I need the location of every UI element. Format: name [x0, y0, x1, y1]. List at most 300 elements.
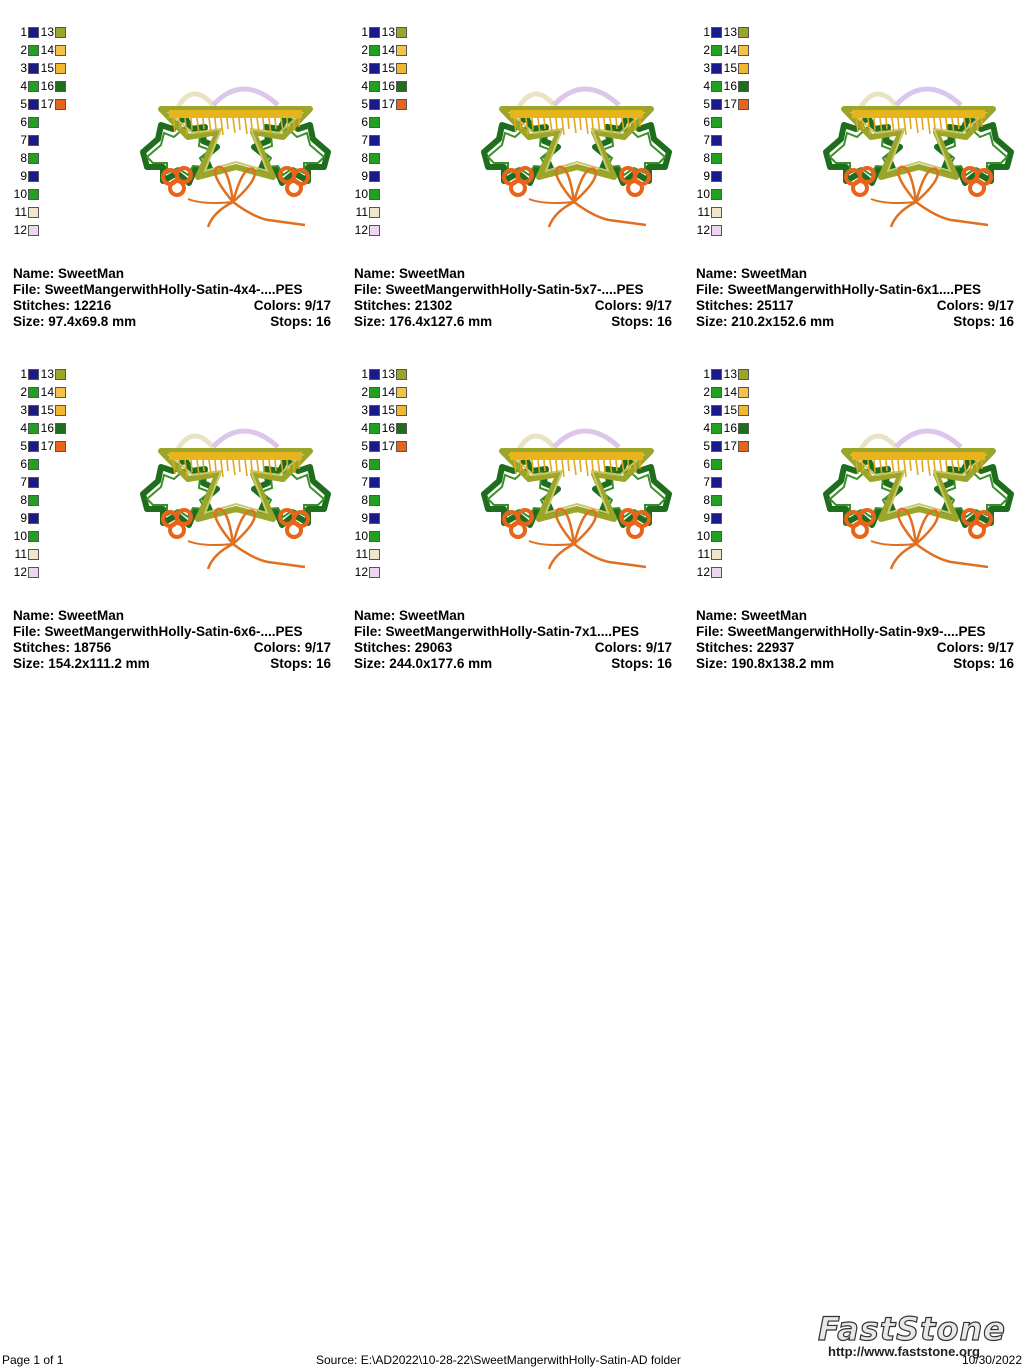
palette-row	[354, 529, 380, 543]
design-info	[696, 608, 1014, 672]
color-swatch	[711, 459, 722, 470]
swatch-number: 15	[381, 61, 395, 75]
color-swatch	[711, 225, 722, 236]
swatch-number: 9	[361, 169, 368, 183]
color-swatch	[369, 531, 380, 542]
design-size: Size: 154.2x111.2 mm	[13, 656, 150, 671]
color-swatch	[369, 171, 380, 182]
palette-row	[13, 25, 66, 39]
color-swatch	[369, 369, 380, 380]
color-swatch	[738, 387, 749, 398]
swatch-number: 10	[696, 529, 710, 543]
color-swatch	[28, 135, 39, 146]
swatch-number: 6	[703, 115, 710, 129]
palette-row	[696, 97, 749, 111]
info-line	[354, 656, 672, 672]
stitch-count: Stitches: 29063	[354, 640, 453, 655]
design-card	[354, 19, 684, 339]
color-swatch	[55, 423, 66, 434]
swatch-number: 5	[361, 439, 368, 453]
palette-row	[696, 493, 722, 507]
palette-row	[13, 439, 66, 453]
color-swatch	[369, 495, 380, 506]
palette-row	[354, 169, 380, 183]
swatch-number: 17	[723, 439, 737, 453]
color-count: Colors: 9/17	[936, 298, 1014, 313]
color-swatch	[711, 387, 722, 398]
swatch-number: 8	[361, 151, 368, 165]
design-card	[696, 361, 1024, 681]
swatch-number: 3	[703, 403, 710, 417]
color-swatch	[369, 207, 380, 218]
info-line	[696, 298, 1014, 314]
color-swatch	[28, 495, 39, 506]
color-swatch	[711, 135, 722, 146]
palette-row	[13, 511, 39, 525]
palette-row	[354, 61, 407, 75]
color-swatch	[711, 531, 722, 542]
palette-row	[13, 97, 66, 111]
palette-row	[696, 223, 722, 237]
color-swatch	[711, 513, 722, 524]
palette-row	[696, 205, 722, 219]
info-line	[696, 608, 1014, 624]
logo-url: http://www.faststone.org	[828, 1344, 980, 1359]
design-name: Name: SweetMan	[13, 266, 125, 281]
palette-row	[354, 205, 380, 219]
design-name: Name: SweetMan	[354, 608, 466, 623]
swatch-number: 16	[723, 79, 737, 93]
design-info	[13, 608, 331, 672]
palette-row	[354, 43, 407, 57]
design-file: File: SweetMangerwithHolly-Satin-4x4-....PES	[13, 282, 303, 297]
swatch-number: 12	[13, 565, 27, 579]
palette-row	[13, 187, 39, 201]
swatch-number: 4	[703, 79, 710, 93]
palette-row	[13, 493, 39, 507]
color-swatch	[55, 81, 66, 92]
palette-row	[354, 151, 380, 165]
swatch-number: 17	[40, 439, 54, 453]
palette-row	[13, 133, 39, 147]
color-swatch	[369, 135, 380, 146]
swatch-number: 16	[381, 79, 395, 93]
info-line	[13, 624, 331, 640]
manger-with-holly-embroidery-icon	[816, 77, 1021, 232]
color-swatch	[396, 99, 407, 110]
palette-row	[354, 25, 407, 39]
color-swatch	[711, 423, 722, 434]
swatch-number: 13	[381, 25, 395, 39]
palette-row	[354, 493, 380, 507]
palette-row	[13, 169, 39, 183]
color-swatch	[396, 387, 407, 398]
color-swatch	[28, 567, 39, 578]
info-line	[354, 266, 672, 282]
color-swatch	[396, 405, 407, 416]
swatch-number: 1	[20, 25, 27, 39]
swatch-number: 13	[40, 25, 54, 39]
color-swatch	[396, 441, 407, 452]
palette-row	[13, 385, 66, 399]
design-info	[354, 608, 672, 672]
palette-row	[354, 475, 380, 489]
design-size: Size: 210.2x152.6 mm	[696, 314, 835, 329]
color-swatch	[28, 531, 39, 542]
palette-row	[354, 223, 380, 237]
info-line	[354, 624, 672, 640]
color-swatch	[369, 153, 380, 164]
info-line	[13, 298, 331, 314]
swatch-number: 14	[381, 43, 395, 57]
palette-row	[354, 187, 380, 201]
palette-row	[13, 151, 39, 165]
color-swatch	[55, 27, 66, 38]
swatch-number: 9	[20, 511, 27, 525]
color-swatch	[28, 369, 39, 380]
info-line	[696, 640, 1014, 656]
swatch-number: 5	[703, 439, 710, 453]
swatch-number: 8	[703, 493, 710, 507]
design-size: Size: 176.4x127.6 mm	[354, 314, 493, 329]
swatch-number: 3	[361, 403, 368, 417]
swatch-number: 14	[40, 43, 54, 57]
color-swatch	[711, 441, 722, 452]
swatch-number: 15	[381, 403, 395, 417]
color-swatch	[28, 513, 39, 524]
palette-row	[354, 421, 407, 435]
color-swatch	[711, 27, 722, 38]
color-swatch	[738, 441, 749, 452]
stop-count: Stops: 16	[611, 656, 672, 671]
palette-row	[696, 439, 749, 453]
palette-row	[13, 457, 39, 471]
swatch-number: 1	[361, 367, 368, 381]
swatch-number: 3	[20, 61, 27, 75]
swatch-number: 13	[381, 367, 395, 381]
color-count: Colors: 9/17	[253, 640, 331, 655]
swatch-number: 9	[703, 169, 710, 183]
swatch-number: 5	[703, 97, 710, 111]
palette-row	[354, 79, 407, 93]
manger-with-holly-embroidery-icon	[133, 419, 338, 574]
design-name: Name: SweetMan	[696, 608, 808, 623]
swatch-number: 9	[20, 169, 27, 183]
color-swatch	[711, 189, 722, 200]
design-file: File: SweetMangerwithHolly-Satin-9x9-....PES	[696, 624, 986, 639]
swatch-number: 6	[361, 115, 368, 129]
info-line	[13, 314, 331, 330]
swatch-number: 3	[20, 403, 27, 417]
palette-row	[696, 547, 722, 561]
color-swatch	[711, 45, 722, 56]
design-file: File: SweetMangerwithHolly-Satin-6x1....PES	[696, 282, 982, 297]
swatch-number: 17	[40, 97, 54, 111]
color-swatch	[28, 441, 39, 452]
swatch-number: 4	[361, 421, 368, 435]
manger-with-holly-embroidery-icon	[474, 77, 679, 232]
color-swatch	[369, 27, 380, 38]
palette-row	[354, 547, 380, 561]
swatch-number: 1	[361, 25, 368, 39]
color-swatch	[738, 99, 749, 110]
swatch-number: 11	[14, 547, 27, 561]
swatch-number: 10	[696, 187, 710, 201]
swatch-number: 16	[381, 421, 395, 435]
swatch-number: 6	[361, 457, 368, 471]
swatch-number: 15	[723, 61, 737, 75]
color-swatch	[369, 513, 380, 524]
palette-row	[696, 43, 749, 57]
palette-row	[13, 79, 66, 93]
palette-row	[13, 43, 66, 57]
color-swatch	[396, 45, 407, 56]
swatch-number: 12	[354, 223, 368, 237]
color-swatch	[369, 405, 380, 416]
swatch-number: 1	[20, 367, 27, 381]
design-card	[354, 361, 684, 681]
color-swatch	[55, 369, 66, 380]
palette-row	[354, 457, 380, 471]
info-line	[696, 624, 1014, 640]
swatch-number: 10	[13, 187, 27, 201]
swatch-number: 7	[703, 133, 710, 147]
color-swatch	[738, 81, 749, 92]
color-swatch	[55, 441, 66, 452]
swatch-number: 7	[361, 475, 368, 489]
swatch-number: 17	[381, 97, 395, 111]
design-card	[13, 361, 343, 681]
design-file: File: SweetMangerwithHolly-Satin-7x1....PES	[354, 624, 640, 639]
palette-row	[13, 223, 39, 237]
color-swatch	[28, 549, 39, 560]
swatch-number: 17	[381, 439, 395, 453]
palette-row	[696, 457, 722, 471]
palette-row	[13, 403, 66, 417]
stitch-count: Stitches: 21302	[354, 298, 453, 313]
info-line	[354, 314, 672, 330]
manger-with-holly-embroidery-icon	[816, 419, 1021, 574]
page-number: Page 1 of 1	[2, 1353, 64, 1367]
palette-row	[354, 511, 380, 525]
palette-row	[696, 187, 722, 201]
swatch-number: 5	[361, 97, 368, 111]
color-swatch	[28, 423, 39, 434]
swatch-number: 1	[703, 367, 710, 381]
color-swatch	[28, 387, 39, 398]
palette-row	[696, 115, 722, 129]
info-line	[354, 282, 672, 298]
stop-count: Stops: 16	[953, 656, 1014, 671]
swatch-number: 11	[697, 205, 710, 219]
color-swatch	[369, 225, 380, 236]
color-swatch	[711, 549, 722, 560]
swatch-number: 11	[355, 205, 368, 219]
palette-row	[696, 133, 722, 147]
color-swatch	[28, 207, 39, 218]
color-swatch	[55, 387, 66, 398]
color-swatch	[55, 405, 66, 416]
palette-row	[696, 475, 722, 489]
palette-row	[696, 385, 749, 399]
swatch-number: 6	[703, 457, 710, 471]
swatch-number: 17	[723, 97, 737, 111]
swatch-number: 1	[703, 25, 710, 39]
swatch-number: 8	[20, 151, 27, 165]
stitch-count: Stitches: 22937	[696, 640, 795, 655]
color-swatch	[738, 45, 749, 56]
color-swatch	[28, 63, 39, 74]
info-line	[13, 266, 331, 282]
color-swatch	[28, 189, 39, 200]
palette-row	[696, 169, 722, 183]
swatch-number: 4	[20, 79, 27, 93]
design-card	[13, 19, 343, 339]
palette-row	[354, 403, 407, 417]
color-count: Colors: 9/17	[594, 298, 672, 313]
color-swatch	[738, 369, 749, 380]
design-info	[696, 266, 1014, 330]
color-swatch	[28, 45, 39, 56]
color-swatch	[28, 153, 39, 164]
palette-row	[354, 565, 380, 579]
swatch-number: 14	[381, 385, 395, 399]
color-swatch	[369, 387, 380, 398]
palette-row	[13, 529, 39, 543]
color-swatch	[711, 567, 722, 578]
stitch-count: Stitches: 18756	[13, 640, 112, 655]
design-size: Size: 190.8x138.2 mm	[696, 656, 835, 671]
design-name: Name: SweetMan	[13, 608, 125, 623]
palette-row	[696, 403, 749, 417]
manger-with-holly-embroidery-icon	[474, 419, 679, 574]
color-swatch	[711, 405, 722, 416]
palette-row	[696, 79, 749, 93]
color-swatch	[28, 459, 39, 470]
color-swatch	[28, 225, 39, 236]
info-line	[354, 640, 672, 656]
color-swatch	[28, 99, 39, 110]
swatch-number: 2	[20, 43, 27, 57]
source-path: Source: E:\AD2022\10-28-22\SweetMangerwithHolly-Satin-AD folder	[316, 1353, 681, 1367]
color-swatch	[369, 477, 380, 488]
swatch-number: 5	[20, 439, 27, 453]
stop-count: Stops: 16	[953, 314, 1014, 329]
swatch-number: 8	[703, 151, 710, 165]
swatch-number: 7	[20, 475, 27, 489]
swatch-number: 16	[723, 421, 737, 435]
palette-row	[354, 367, 407, 381]
color-swatch	[369, 117, 380, 128]
swatch-number: 16	[40, 421, 54, 435]
palette-row	[354, 439, 407, 453]
info-line	[696, 266, 1014, 282]
palette-row	[13, 205, 39, 219]
info-line	[696, 282, 1014, 298]
swatch-number: 14	[723, 385, 737, 399]
color-count: Colors: 9/17	[253, 298, 331, 313]
color-swatch	[369, 459, 380, 470]
palette-row	[13, 367, 66, 381]
swatch-number: 15	[40, 61, 54, 75]
swatch-number: 3	[703, 61, 710, 75]
design-file: File: SweetMangerwithHolly-Satin-6x6-....PES	[13, 624, 303, 639]
info-line	[13, 608, 331, 624]
color-swatch	[711, 63, 722, 74]
logo-text: FastStone	[818, 1310, 1006, 1348]
palette-row	[13, 565, 39, 579]
design-file: File: SweetMangerwithHolly-Satin-5x7-....PES	[354, 282, 644, 297]
palette-row	[696, 511, 722, 525]
info-line	[13, 656, 331, 672]
palette-row	[696, 421, 749, 435]
page-footer	[0, 1350, 1024, 1370]
swatch-number: 7	[361, 133, 368, 147]
swatch-number: 10	[13, 529, 27, 543]
swatch-number: 10	[354, 529, 368, 543]
color-swatch	[396, 81, 407, 92]
swatch-number: 8	[20, 493, 27, 507]
color-swatch	[369, 45, 380, 56]
color-swatch	[738, 63, 749, 74]
palette-row	[696, 367, 749, 381]
color-swatch	[738, 27, 749, 38]
palette-row	[13, 115, 39, 129]
color-swatch	[28, 171, 39, 182]
palette-row	[696, 25, 749, 39]
swatch-number: 6	[20, 115, 27, 129]
swatch-number: 14	[40, 385, 54, 399]
swatch-number: 2	[361, 385, 368, 399]
color-count: Colors: 9/17	[594, 640, 672, 655]
color-swatch	[28, 81, 39, 92]
palette-row	[354, 115, 380, 129]
palette-row	[696, 565, 722, 579]
color-swatch	[711, 117, 722, 128]
color-swatch	[738, 405, 749, 416]
swatch-number: 11	[355, 547, 368, 561]
color-swatch	[369, 99, 380, 110]
color-swatch	[711, 99, 722, 110]
swatch-number: 4	[703, 421, 710, 435]
color-swatch	[711, 495, 722, 506]
palette-row	[696, 529, 722, 543]
palette-row	[696, 151, 722, 165]
color-swatch	[369, 81, 380, 92]
info-line	[13, 640, 331, 656]
color-swatch	[396, 423, 407, 434]
design-name: Name: SweetMan	[354, 266, 466, 281]
color-swatch	[738, 423, 749, 434]
palette-row	[13, 61, 66, 75]
swatch-number: 13	[723, 25, 737, 39]
swatch-number: 12	[354, 565, 368, 579]
stitch-count: Stitches: 25117	[696, 298, 794, 313]
palette-row	[696, 61, 749, 75]
info-line	[354, 298, 672, 314]
color-swatch	[711, 369, 722, 380]
color-swatch	[369, 63, 380, 74]
swatch-number: 6	[20, 457, 27, 471]
color-swatch	[396, 27, 407, 38]
stop-count: Stops: 16	[611, 314, 672, 329]
swatch-number: 15	[723, 403, 737, 417]
color-count: Colors: 9/17	[936, 640, 1014, 655]
design-size: Size: 244.0x177.6 mm	[354, 656, 493, 671]
design-name: Name: SweetMan	[696, 266, 808, 281]
palette-row	[13, 475, 39, 489]
palette-row	[354, 97, 407, 111]
